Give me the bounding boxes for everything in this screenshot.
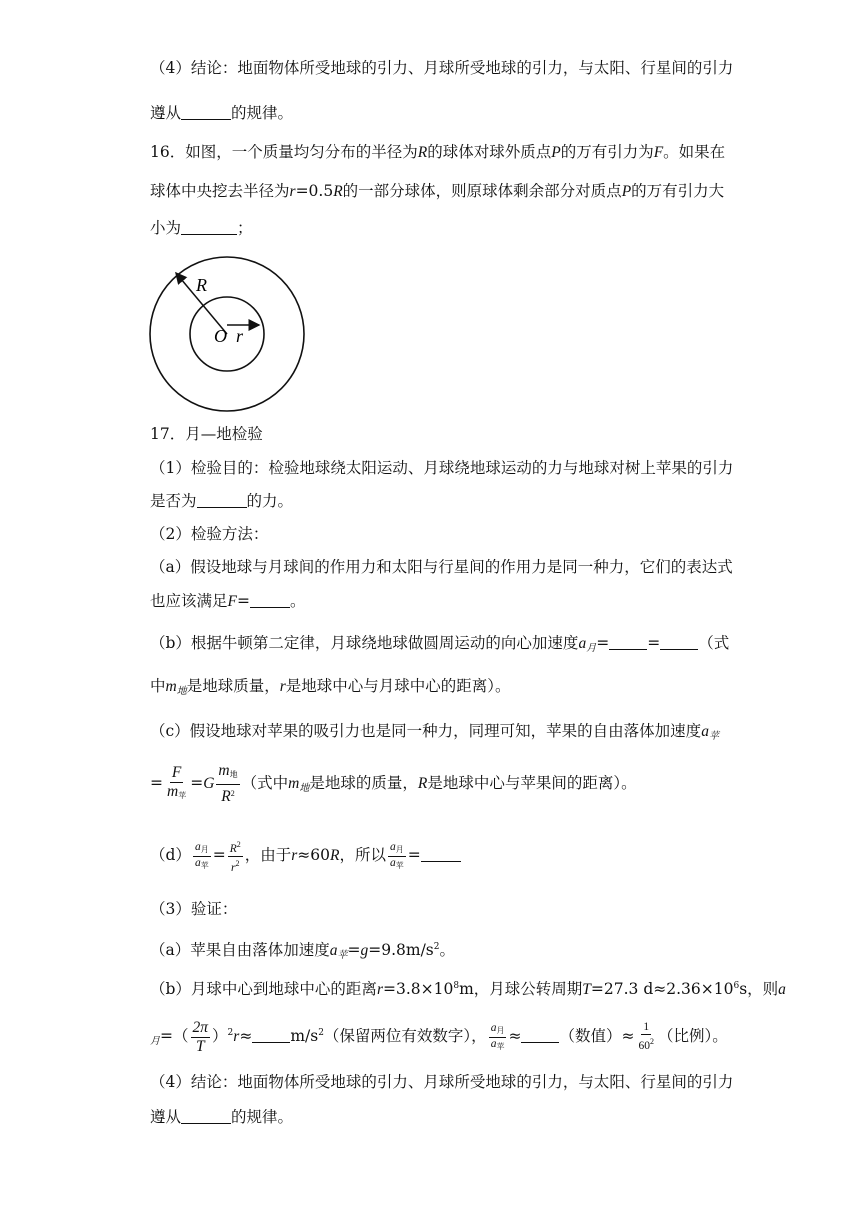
q17-conclusion-line2: 遵从 的规律。 [150,1108,294,1126]
answer-blank[interactable] [181,105,231,120]
fraction-a-ratio: $\frac{\text{a月}}{\text{a苹}}$ [194,840,209,870]
q17-p2: （2）检验方法： [150,525,269,543]
answer-blank[interactable] [197,493,247,508]
label-R: R [196,275,207,295]
fraction-a-ratio-3: $\frac{\text{a月}}{\text{a苹}}$ [490,1021,505,1051]
q17-a-line2: 也应该满足F= 。 [150,592,306,610]
q17-p3: （3）验证： [150,900,238,918]
q17-verify-b-line1: （b）月球中心到地球中心的距离$r=3.8\times 10^8m$，月球公转周期T=27.3 $d\approx 2.36\times 10^6s$，则a [150,980,786,998]
answer-blank[interactable] [252,1028,290,1043]
fraction-a-ratio-2: $\frac{\text{a月}}{\text{a苹}}$ [389,840,404,870]
q17-b-line1: （b）根据牛顿第二定律，月球绕地球做圆周运动的向心加速度$a_月=$ = （式 [150,634,730,654]
q17-c-line1: （c）假设地球对苹果的吸引力也是同一种力，同理可知，苹果的自由落体加速度$a_苹$ [150,722,719,742]
answer-blank[interactable] [521,1028,559,1043]
top-conclusion-line1: （4）结论：地面物体所受地球的引力、月球所受地球的引力，与太阳、行星间的引力 [150,59,734,77]
answer-blank[interactable] [609,635,647,650]
fraction-2pi-over-T: $\frac{2\pi}{T}$ [192,1018,209,1055]
fraction-R2-over-r2: $\frac{R^2}{r^2}$ [229,839,241,874]
q17-p1-line2: 是否为 的力。 [150,492,294,510]
top-conclusion-line2: 遵从 的规律。 [150,104,294,122]
q16-line1: 16．如图，一个质量均匀分布的半径为R的球体对球外质点P的万有引力为F。如果在 [150,143,726,161]
q17-a-line1: （a）假设地球与月球间的作用力和太阳与行星间的作用力是同一种力，它们的表达式 [150,558,733,576]
q17-verify-b-line2: $_月$=（ $\frac{2\pi}{T}$ ）$^2r\approx m/s^2$（保留两位有效数字）， $\frac{\text{a月}}{\text{a苹}}$ ≈ （数值）≈ $\frac{1}{60^2}$ （比例）。 [150,1018,728,1055]
q17-d-line: （d） $\frac{\text{a月}}{\text{a苹}}$ = $\frac{R^2}{r^2}$ ，由于r≈60R，所以 $\frac{\text{a月}}{\text{a苹}}$ = [150,835,461,876]
q17-verify-a: （a）苹果自由落体加速度$a_苹=g=9.8m/s^2$。 [150,941,456,961]
q16-line3: 小为 ； [150,219,253,237]
sphere-diagram [148,255,308,415]
q17-conclusion-line1: （4）结论：地面物体所受地球的引力、月球所受地球的引力，与太阳、行星间的引力 [150,1073,734,1091]
q17-p1-line1: （1）检验目的：检验地球绕太阳运动、月球绕地球运动的力与地球对树上苹果的引力 [150,459,734,477]
label-O: O [214,326,227,346]
label-r: r [236,326,244,346]
fraction-m-over-R2: $\frac{\text{m地}}{R^2}$ [218,762,238,805]
fraction-1-over-60-squared: $\frac{1}{60^2}$ [638,1021,654,1052]
answer-blank[interactable] [421,847,461,862]
q17-title: 17．月—地检验 [150,425,263,443]
answer-blank[interactable] [181,220,237,235]
q17-b-line2: 中$m_地$是地球质量，r是地球中心与月球中心的距离）。 [150,677,511,697]
answer-blank[interactable] [660,635,698,650]
answer-blank[interactable] [250,593,290,608]
answer-blank[interactable] [181,1109,231,1124]
q17-c-line2: = $\frac{F}{\text{m苹}}$ =G $\frac{\text{m地}}{R^2}$ （式中$m_地$是地球的质量，R是地球中心与苹果间的距离）。 [150,762,637,805]
q16-line2: 球体中央挖去半径为r=0.5R的一部分球体，则原球体剩余部分对质点P的万有引力大 [150,182,725,200]
fraction-F-over-m: $\frac{F}{\text{m苹}}$ [167,763,187,800]
